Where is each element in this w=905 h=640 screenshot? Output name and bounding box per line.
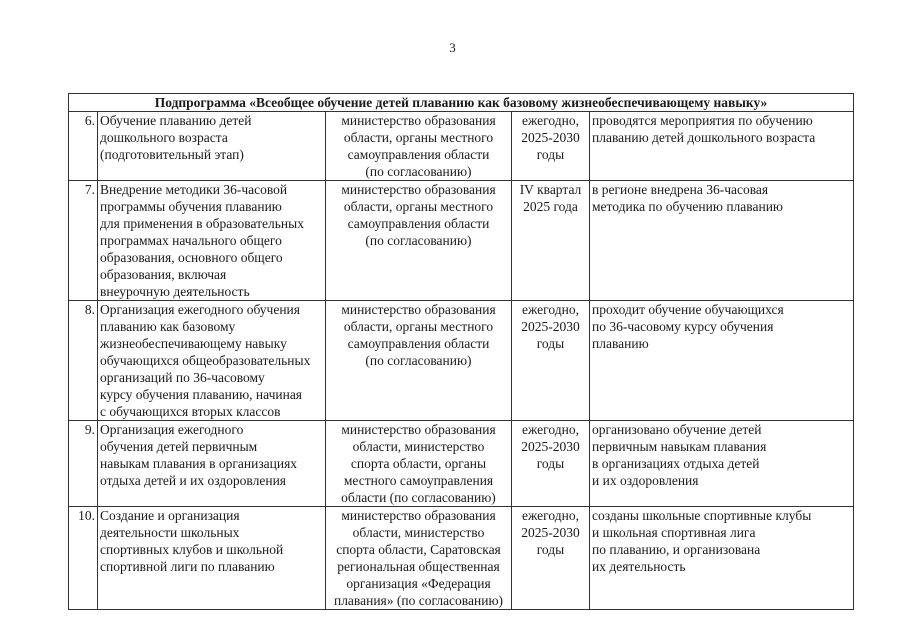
row-number: 9. [69,421,98,507]
row-executor: министерство образования области, органы местного самоуправления области (по согласованию) [326,301,512,421]
row-executor: министерство образования области, органы местного самоуправления области (по согласованию) [326,181,512,301]
table-row [69,507,854,610]
row-executor: министерство образования области, министерство спорта области, Саратовская региональная общественная организация «Федерация плавания» (по согласованию) [326,507,512,610]
table-row [69,181,854,301]
row-action: Организация ежегодного обучения детей первичным навыкам плавания в организациях отдыха детей и их оздоровления [98,421,326,507]
row-action: Внедрение методики 36-часовой программы обучения плаванию для применения в образовательных программах начального общего образования, основного общего образования, включая внеурочную деятельность [98,181,326,301]
table-row [69,112,854,181]
row-term: ежегодно, 2025-2030 годы [512,507,590,610]
row-number: 8. [69,301,98,421]
row-result: проходит обучение обучающихся по 36-часовому курсу обучения плаванию [590,301,854,421]
row-executor: министерство образования области, органы местного самоуправления области (по согласованию) [326,112,512,181]
row-action: Организация ежегодного обучения плаванию как базовому жизнеобеспечивающему навыку обучающихся общеобразовательных организаций по 36-часовому курсу обучения плаванию, начиная с обучающихся вторых классов [98,301,326,421]
row-term: ежегодно, 2025-2030 годы [512,112,590,181]
row-action: Создание и организация деятельности школьных спортивных клубов и школьной спортивной лиги по плаванию [98,507,326,610]
table-row [69,301,854,421]
page-number: 3 [449,40,456,55]
row-number: 7. [69,181,98,301]
row-term: ежегодно, 2025-2030 годы [512,421,590,507]
row-result: в регионе внедрена 36-часовая методика по обучению плаванию [590,181,854,301]
activities-table [68,93,854,610]
row-number: 6. [69,112,98,181]
row-result: организовано обучение детей первичным навыкам плавания в организациях отдыха детей и их оздоровления [590,421,854,507]
row-result: проводятся мероприятия по обучению плаванию детей дошкольного возраста [590,112,854,181]
subprogram-title: Подпрограмма «Всеобщее обучение детей плаванию как базовому жизнеобеспечивающему навыку» [69,94,854,112]
subprogram-header-row [69,94,854,112]
row-executor: министерство образования области, министерство спорта области, органы местного самоуправления области (по согласованию) [326,421,512,507]
row-number: 10. [69,507,98,610]
row-term: IV квартал 2025 года [512,181,590,301]
row-result: созданы школьные спортивные клубы и школьная спортивная лига по плаванию, и организована их деятельность [590,507,854,610]
row-term: ежегодно, 2025-2030 годы [512,301,590,421]
table-row [69,421,854,507]
row-action: Обучение плаванию детей дошкольного возраста (подготовительный этап) [98,112,326,181]
